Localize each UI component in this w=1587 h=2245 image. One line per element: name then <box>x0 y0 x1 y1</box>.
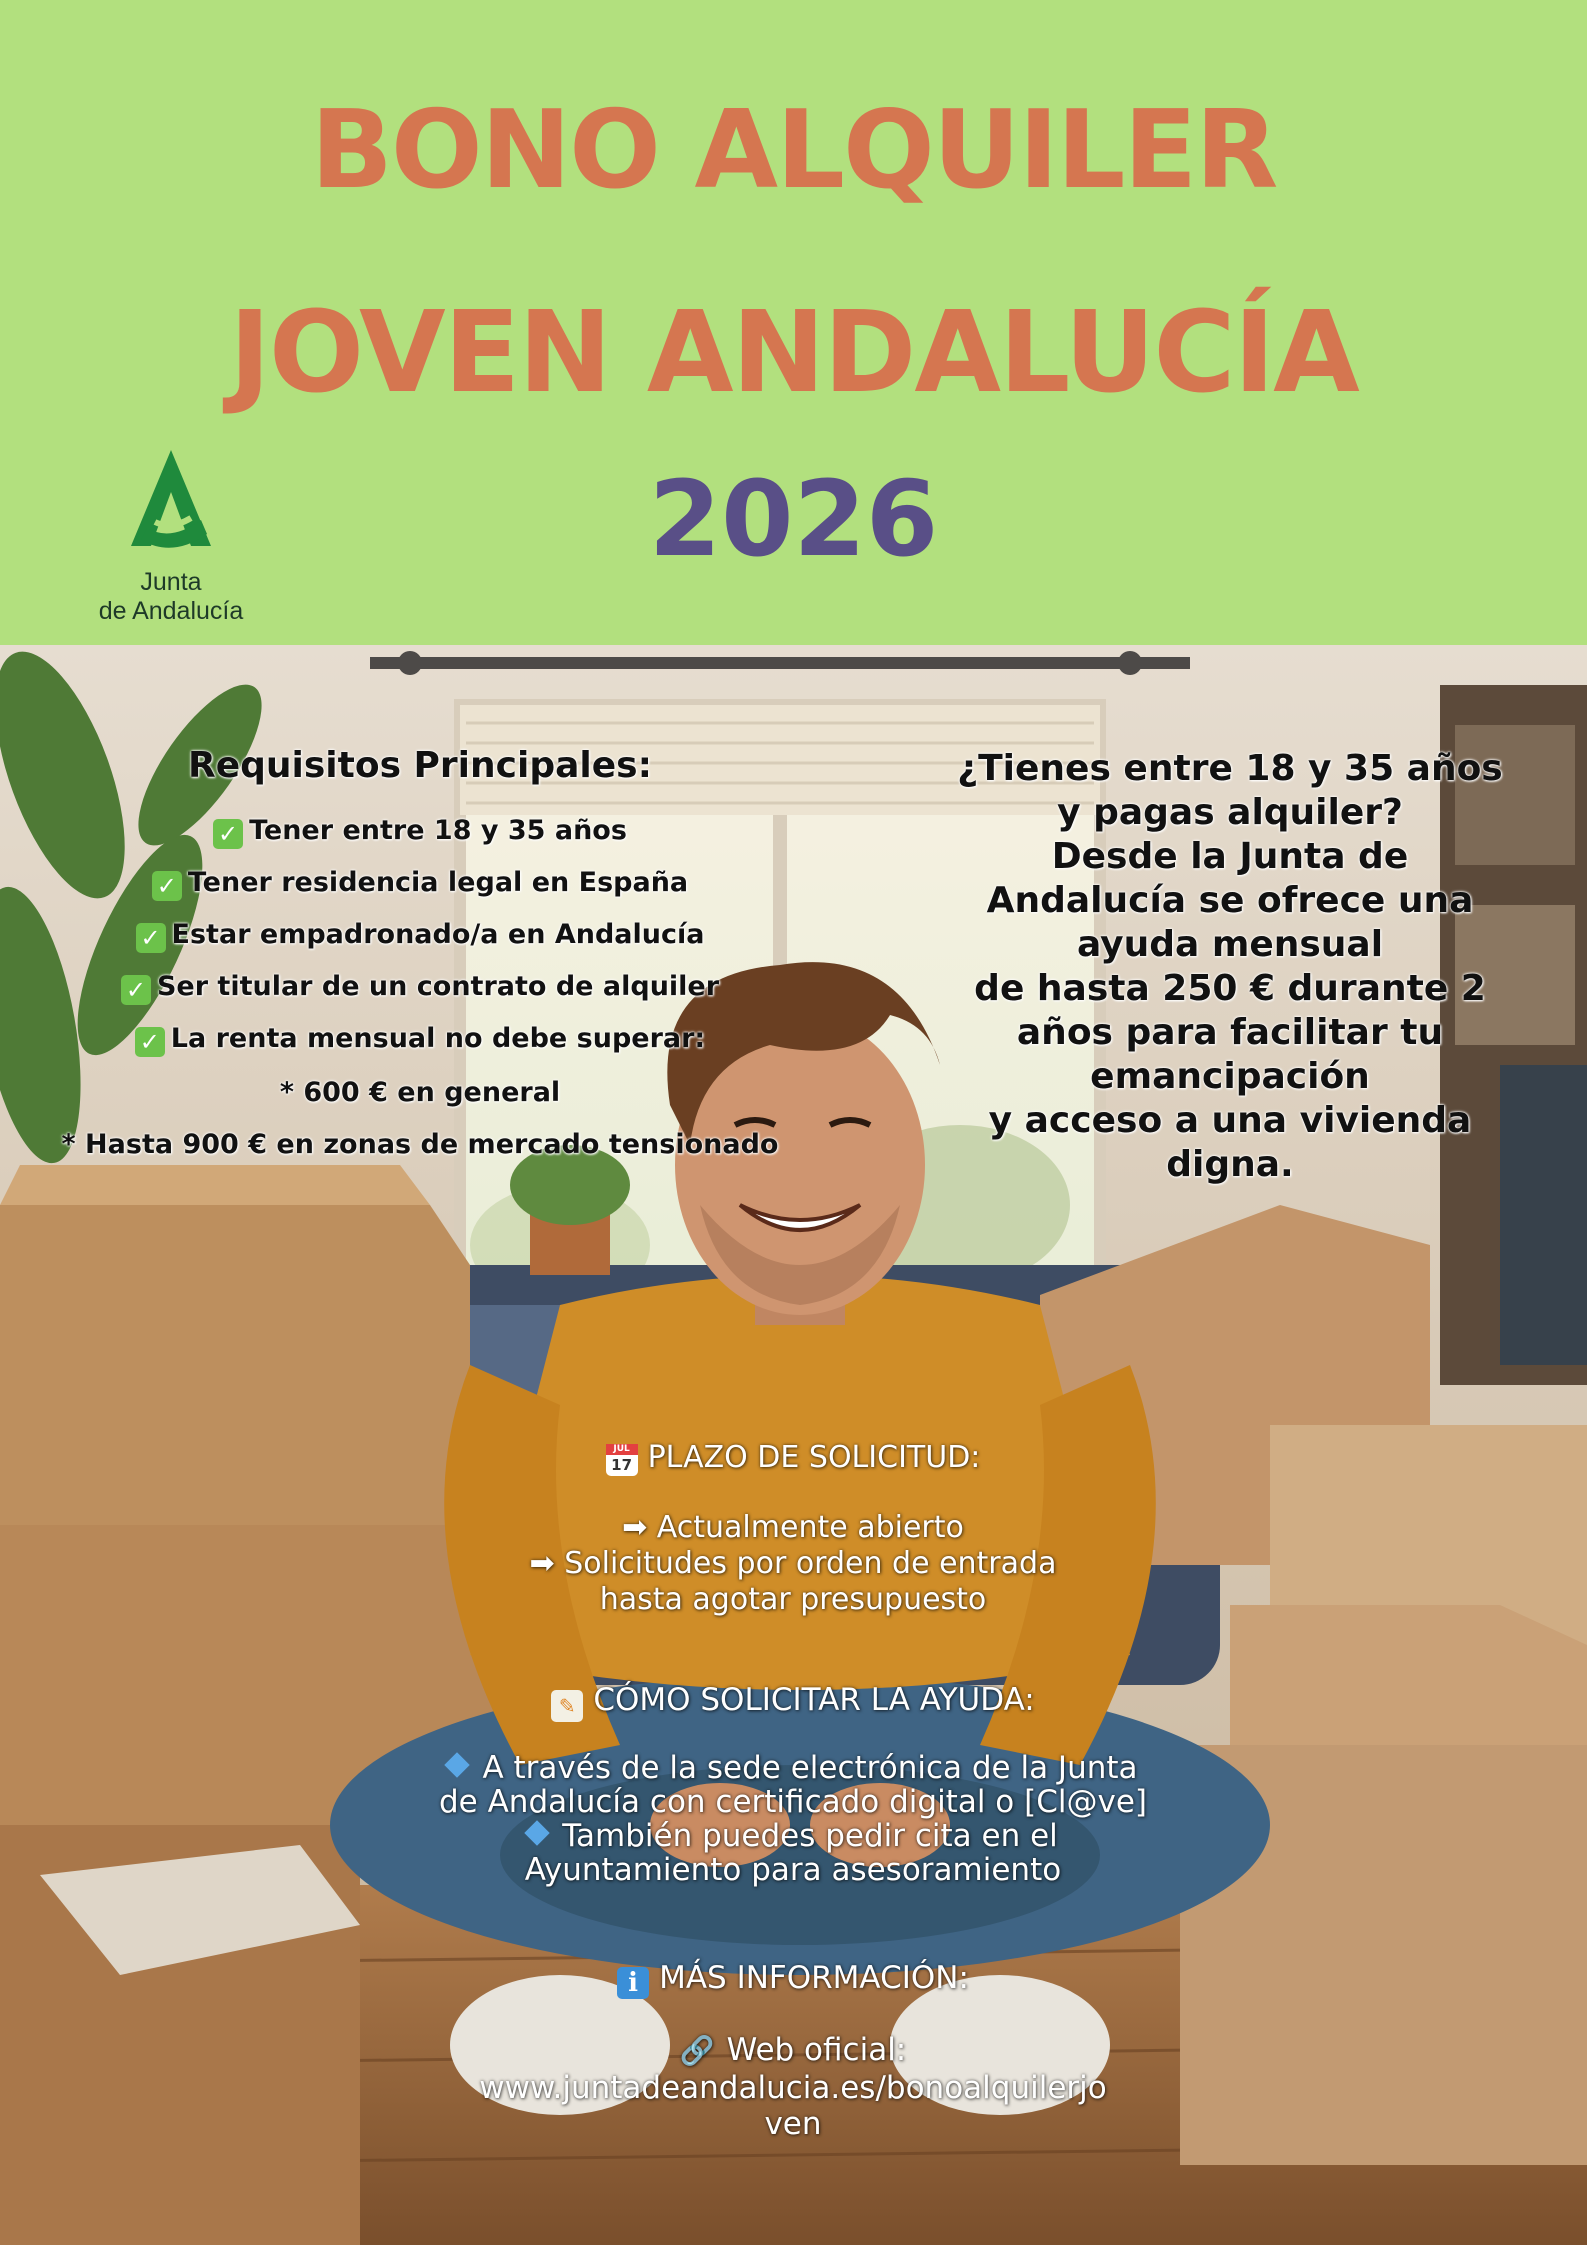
deadline-heading-text: PLAZO DE SOLICITUD: <box>647 1440 981 1475</box>
check-icon: ✓ <box>152 871 182 901</box>
logo-text <box>86 568 256 626</box>
requirement-text: Tener entre 18 y 35 años <box>249 815 627 846</box>
check-icon: ✓ <box>213 819 243 849</box>
title-line-2: JOVEN ANDALUCÍA <box>229 288 1358 418</box>
requirement-text: Estar empadronado/a en Andalucía <box>171 919 705 950</box>
junta-andalucia-logo <box>86 446 256 626</box>
promo-line: digna. <box>1166 1144 1294 1185</box>
how-to-heading-text: CÓMO SOLICITAR LA AYUDA: <box>593 1682 1035 1718</box>
title-line-1: BONO ALQUILER <box>310 88 1277 213</box>
requirement-text: La renta mensual no debe superar: <box>170 1023 706 1054</box>
promo-line: emancipación <box>1090 1056 1370 1097</box>
requirement-subitem: * Hasta 900 € en zonas de mercado tensionado <box>61 1129 779 1160</box>
requirement-subitem: * 600 € en general <box>279 1077 561 1108</box>
promo-line: ¿Tienes entre 18 y 35 años <box>957 748 1503 789</box>
promo-line: Desde la Junta de <box>1051 836 1409 877</box>
how-to-line: A través de la sede electrónica de la Junta <box>363 1750 1223 1786</box>
diamond-icon <box>524 1820 549 1845</box>
promo-line: y pagas alquiler? <box>1057 792 1403 833</box>
requirement-item <box>60 1023 780 1057</box>
promo-line: y acceso a una vivienda <box>988 1100 1472 1141</box>
more-info-heading <box>393 1960 1193 1999</box>
header-banner <box>0 0 1587 645</box>
requirements-heading: Requisitos Principales: <box>188 745 652 786</box>
info-icon: i <box>617 1967 649 1999</box>
diamond-icon <box>445 1752 470 1777</box>
deadline-line: ➡ Solicitudes por orden de entrada <box>529 1546 1057 1581</box>
web-label <box>393 2032 1193 2068</box>
link-icon: 🔗 <box>679 2034 715 2067</box>
more-info-heading-text: MÁS INFORMACIÓN: <box>659 1960 969 1996</box>
how-to-line: Ayuntamiento para asesoramiento <box>524 1852 1062 1888</box>
logo-line-1: Junta <box>140 568 202 596</box>
web-label-text: Web oficial: <box>726 2032 907 2068</box>
requirement-item <box>60 971 780 1005</box>
deadline-line: ➡ Actualmente abierto <box>622 1510 964 1545</box>
memo-icon: ✎ <box>551 1690 583 1722</box>
requirement-text: Tener residencia legal en España <box>187 867 689 898</box>
check-icon: ✓ <box>121 975 151 1005</box>
promo-line: años para facilitar tu <box>1016 1012 1444 1053</box>
check-icon: ✓ <box>136 923 166 953</box>
promo-line: de hasta 250 € durante 2 <box>974 968 1486 1009</box>
requirement-item <box>60 815 780 849</box>
deadline-heading <box>393 1440 1193 1476</box>
how-to-line: de Andalucía con certificado digital o [Cl@ve] <box>439 1784 1147 1820</box>
title-year: 2026 <box>648 458 939 580</box>
how-to-heading <box>363 1682 1223 1722</box>
web-link[interactable]: www.juntadeandalucia.es/bonoalquilerjo <box>479 2070 1107 2106</box>
logo-line-2: de Andalucía <box>98 597 244 625</box>
junta-andalucia-logo-icon <box>111 446 231 558</box>
web-link-continued[interactable]: ven <box>764 2106 822 2142</box>
how-to-line: También puedes pedir cita en el <box>363 1818 1223 1854</box>
illustration-scene <box>0 645 1587 2245</box>
requirement-item <box>60 919 780 953</box>
deadline-line: hasta agotar presupuesto <box>599 1582 987 1617</box>
promo-line: Andalucía se ofrece una <box>986 880 1474 921</box>
requirement-item <box>60 867 780 901</box>
calendar-icon: JUL 17 <box>606 1444 638 1476</box>
requirement-text: Ser titular de un contrato de alquiler <box>156 971 720 1002</box>
promo-line: ayuda mensual <box>1076 924 1384 965</box>
check-icon: ✓ <box>135 1027 165 1057</box>
